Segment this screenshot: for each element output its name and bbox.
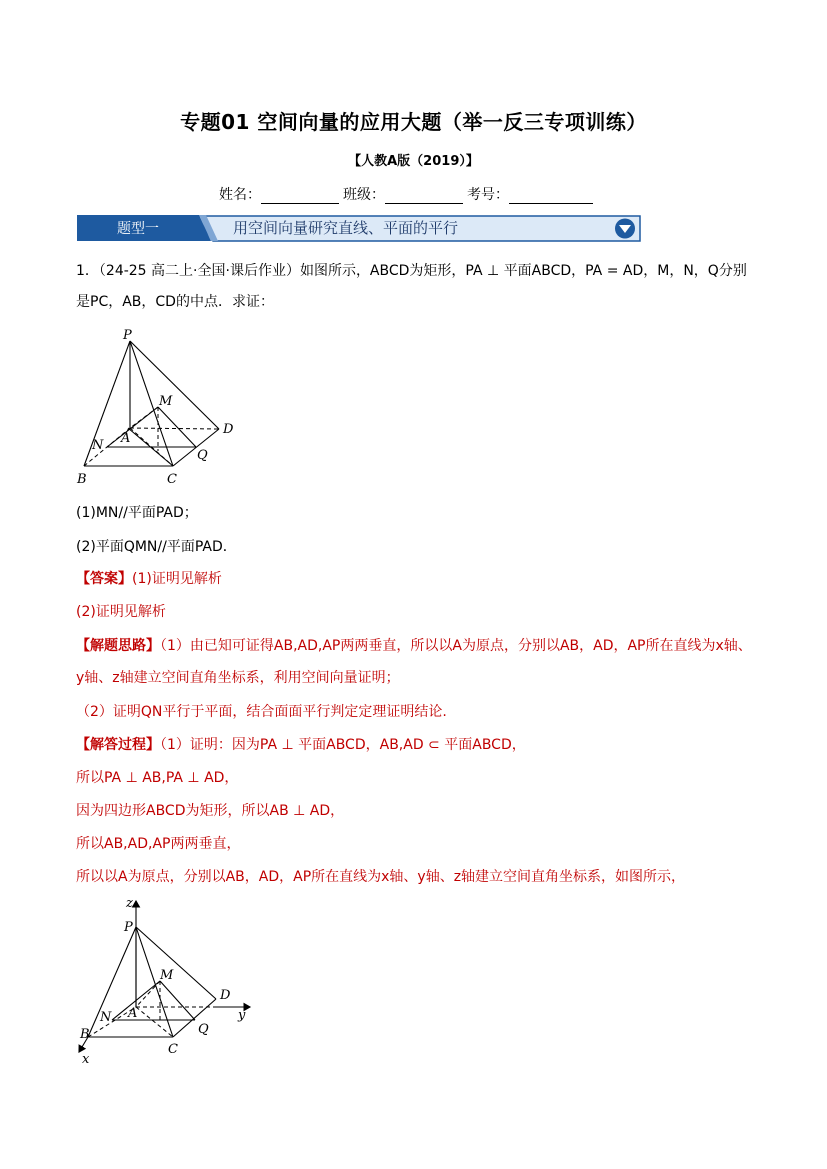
exam-label: 考号： — [467, 187, 509, 203]
answer-1: (1)证明见解析 — [132, 571, 222, 587]
label-B: B — [77, 472, 87, 487]
problem-line-1: 1．（24-25 高二上·全国·课后作业）如图所示，ABCD为矩形，PA ⊥ 平面ABCD，PA = AD，M，N，Q分别 — [76, 263, 747, 279]
idea-text-1: （1）由已知可证得AB,AD,AP两两垂直，所以以A为原点，分别以AB，AD，AP所在直线为x轴、 — [160, 638, 752, 654]
part-1: (1)MN//平面PAD； — [76, 505, 198, 521]
process-label: 【解答过程】 — [76, 737, 160, 753]
label-A: A — [121, 431, 131, 446]
process-line-1 — [76, 735, 526, 755]
axis-label-y: y — [238, 1008, 246, 1023]
axis-label-z: z — [126, 896, 133, 911]
section-banner — [77, 215, 641, 242]
problem-line-2: 是PC，AB，CD的中点．求证： — [76, 294, 274, 310]
label-D-2: D — [220, 988, 231, 1003]
idea-line-2: y轴、z轴建立空间直角坐标系，利用空间向量证明； — [76, 670, 400, 686]
name-blank — [261, 189, 339, 204]
process-line-3: 因为四边形ABCD为矩形，所以AB ⊥ AD， — [76, 803, 345, 819]
label-A-2: A — [128, 1006, 138, 1021]
answer-line-1 — [76, 569, 222, 589]
banner-tag: 题型一 — [117, 221, 159, 237]
label-C-2: C — [168, 1042, 178, 1057]
axis-label-x: x — [82, 1052, 90, 1067]
label-M: M — [159, 394, 173, 409]
student-info — [219, 184, 597, 204]
idea-line-1 — [76, 636, 752, 656]
page-title: 专题01 空间向量的应用大题（举一反三专项训练） — [180, 110, 647, 134]
label-B-2: B — [80, 1027, 90, 1042]
class-label: 班级： — [343, 187, 385, 203]
process-line-5: 所以以A为原点，分别以AB，AD，AP所在直线为x轴、y轴、z轴建立空间直角坐标系，如图所示， — [76, 869, 686, 885]
idea-label: 【解题思路】 — [76, 638, 160, 654]
idea-line-3: （2）证明QN平行于平面，结合面面平行判定定理证明结论. — [76, 704, 447, 720]
banner-topic: 用空间向量研究直线、平面的平行 — [233, 219, 459, 237]
label-N: N — [92, 438, 104, 453]
coordinate-figure — [74, 895, 264, 1067]
answer-2: (2)证明见解析 — [76, 604, 166, 620]
label-C: C — [167, 472, 177, 487]
label-M-2: M — [160, 968, 174, 983]
process-line-2: 所以PA ⊥ AB,PA ⊥ AD， — [76, 770, 239, 786]
pyramid-figure — [76, 325, 246, 490]
exam-blank — [509, 189, 593, 204]
process-line-4: 所以AB,AD,AP两两垂直， — [76, 836, 241, 852]
label-Q-2: Q — [198, 1022, 209, 1037]
label-P-2: P — [124, 920, 133, 935]
label-D: D — [223, 422, 234, 437]
edition-subtitle: 【人教A版（2019）】 — [348, 154, 479, 169]
label-N-2: N — [100, 1010, 112, 1025]
process-text-1: （1）证明：因为PA ⊥ 平面ABCD，AB,AD ⊂ 平面ABCD， — [160, 737, 526, 753]
answer-label: 【答案】 — [76, 571, 132, 587]
name-label: 姓名： — [219, 187, 261, 203]
part-2: (2)平面QMN//平面PAD． — [76, 539, 237, 555]
class-blank — [385, 189, 463, 204]
label-P: P — [123, 328, 132, 343]
label-Q: Q — [197, 448, 208, 463]
